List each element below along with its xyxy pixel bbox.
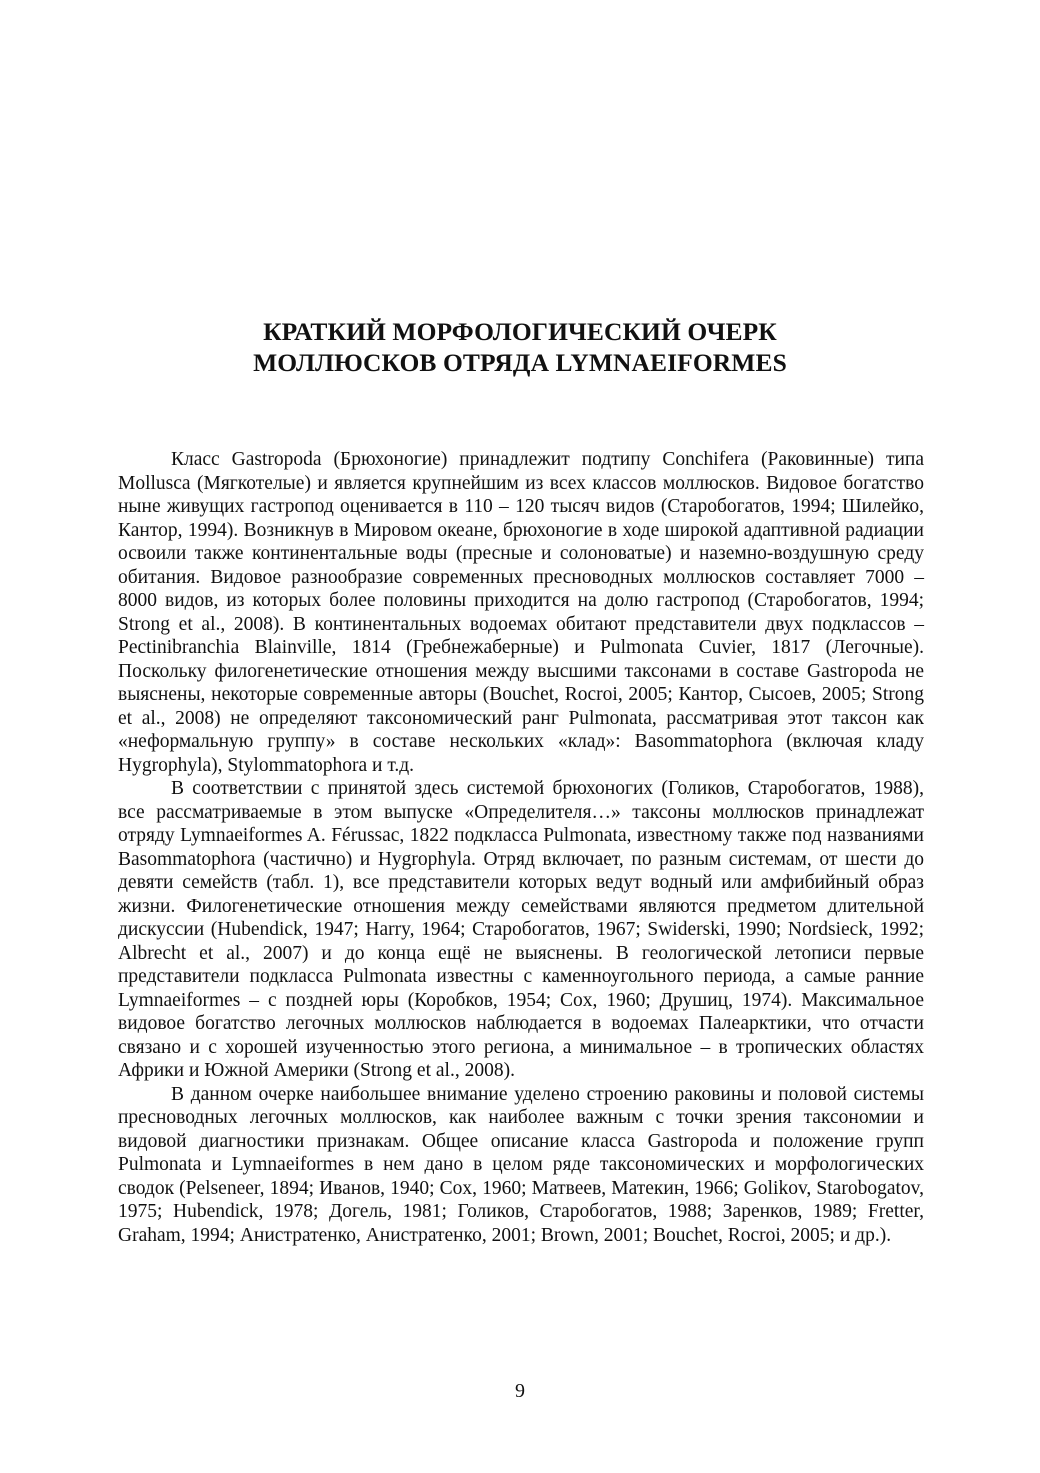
body-text <box>118 448 924 1247</box>
title-line-2: МОЛЛЮСКОВ ОТРЯДА LYMNAEIFORMES <box>253 348 787 377</box>
chapter-title <box>0 316 1040 378</box>
page-number: 9 <box>515 1380 525 1402</box>
title-line-1: КРАТКИЙ МОРФОЛОГИЧЕСКИЙ ОЧЕРК <box>263 317 777 346</box>
paragraph-3: В данном очерке наибольшее внимание уделено строению раковины и половой системы пресноводных легочных моллюсков, как наиболее важным с точки зрения таксономии и видовой диагностики признакам. Общее описание класса Gastropoda и положение групп Pulmonata и Lymnaeiformes в нем дано в целом ряде таксономических и морфологических сводок (Pelseneer, 1894; Иванов, 1940; Cox, 1960; Матвеев, Матекин, 1966; Golikov, Starobogatov, 1975; Hubendick, 1978; Догель, 1981; Голиков, Старобогатов, 1988; Заренков, 1989; Fretter, Graham, 1994; Анистратенко, Анистратенко, 2001; Brown, 2001; Bouchet, Rocroi, 2005; и др.). <box>118 1083 924 1246</box>
paragraph-1: Класс Gastropoda (Брюхоногие) принадлежит подтипу Conchifera (Раковинные) типа Mollusca (Мягкотелые) и является крупнейшим из всех классов моллюсков. Видовое богатство ныне живущих гастропод оценивается в 110 – 120 тысяч видов (Старобогатов, 1994; Шилейко, Кантор, 1994). Возникнув в Мировом океане, брюхоногие в ходе широкой адаптивной радиации освоили также континентальные воды (пресные и солоноватые) и наземно-воздушную среду обитания. Видовое разнообразие современных пресноводных моллюсков составляет 7000 – 8000 видов, из которых более половины приходится на долю гастропод (Старобогатов, 1994; Strong et al., 2008). В континентальных водоемах обитают представители двух подклассов – Pectinibranchia Blainville, 1814 (Гребнежаберные) и Pulmonata Cuvier, 1817 (Легочные). Поскольку филогенетические отношения между высшими таксонами в составе Gastropoda не выяснены, некоторые современные авторы (Bouchet, Rocroi, 2005; Кантор, Сысоев, 2005; Strong et al., 2008) не определяют таксономический ранг Pulmonata, рассматривая этот таксон как «неформальную группу» в составе нескольких «клад»: Basommatophora (включая кладу Hygrophyla), Stylommatophora и т.д. <box>118 449 924 776</box>
paragraph-2: В соответствии с принятой здесь системой брюхоногих (Голиков, Старобогатов, 1988), все рассматриваемые в этом выпуске «Определителя…» таксоны моллюсков принадлежат отряду Lymnaeiformes A. Férussac, 1822 подкласса Pulmonata, известному также под названиями Basommatophora (частично) и Hygrophyla. Отряд включает, по разным системам, от шести до девяти семейств (табл. 1), все представители которых ведут водный или амфибийный образ жизни. Филогенетические отношения между семействами являются предметом длительной дискуссии (Hubendick, 1947; Harry, 1964; Старобогатов, 1967; Swiderski, 1990; Nordsieck, 1992; Albrecht et al., 2007) и до конца ещё не выяснены. В геологической летописи первые представители подкласса Pulmonata известны с каменноугольного периода, а самые ранние Lymnaeiformes – с поздней юры (Коробков, 1954; Cox, 1960; Друшиц, 1974). Максимальное видовое богатство легочных моллюсков наблюдается в водоемах Палеарктики, что отчасти связано и с хорошей изученностью этого региона, а минимальное – в тропических областях Африки и Южной Америки (Strong et al., 2008). <box>118 778 924 1081</box>
